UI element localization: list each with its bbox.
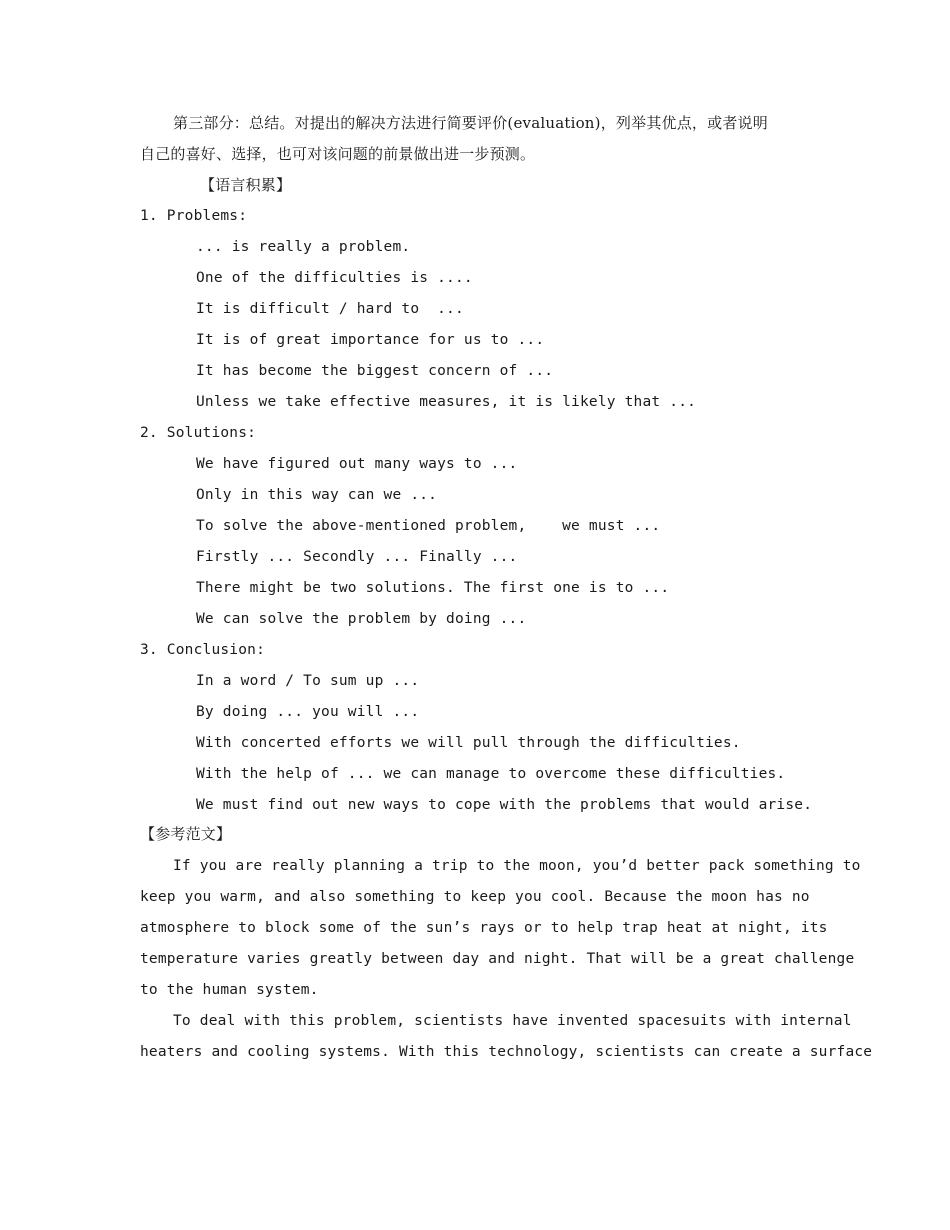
sample-line: temperature varies greatly between day and night. That will be a great challenge (140, 951, 855, 967)
section-title-conclusion: 3. Conclusion: (140, 642, 266, 658)
sample-line: atmosphere to block some of the sun’s rays or to help trap heat at night, its (140, 920, 828, 936)
sample-line: heaters and cooling systems. With this technology, scientists can create a surface (140, 1044, 873, 1060)
list-item: There might be two solutions. The first one is to ... (196, 580, 670, 596)
sample-line: To deal with this problem, scientists have invented spacesuits with internal (173, 1013, 852, 1029)
section-title-problems: 1. Problems: (140, 208, 248, 224)
list-item: Unless we take effective measures, it is likely that ... (196, 394, 697, 410)
list-item: We can solve the problem by doing ... (196, 611, 527, 627)
list-item: We have figured out many ways to ... (196, 456, 518, 472)
list-item: It has become the biggest concern of ... (196, 363, 554, 379)
list-item: One of the difficulties is .... (196, 270, 473, 286)
sample-heading: 【参考范文】 (140, 825, 232, 843)
list-item: It is difficult / hard to ... (196, 301, 464, 317)
list-item: With the help of ... we can manage to overcome these difficulties. (196, 766, 786, 782)
list-item: We must find out new ways to cope with the problems that would arise. (196, 797, 813, 813)
list-item: By doing ... you will ... (196, 704, 420, 720)
language-heading: 【语言积累】 (200, 176, 292, 194)
sample-line: keep you warm, and also something to keep you cool. Because the moon has no (140, 889, 810, 905)
intro-line-1: 第三部分：总结。对提出的解决方法进行简要评价(evaluation)，列举其优点，或者说明 (173, 114, 768, 132)
list-item: To solve the above-mentioned problem, we must ... (196, 518, 661, 534)
intro-line-2: 自己的喜好、选择，也可对该问题的前景做出进一步预测。 (140, 145, 536, 163)
list-item: Firstly ... Secondly ... Finally ... (196, 549, 518, 565)
sample-line: to the human system. (140, 982, 319, 998)
list-item: In a word / To sum up ... (196, 673, 420, 689)
list-item: Only in this way can we ... (196, 487, 438, 503)
list-item: ... is really a problem. (196, 239, 411, 255)
list-item: It is of great importance for us to ... (196, 332, 545, 348)
section-title-solutions: 2. Solutions: (140, 425, 257, 441)
sample-line: If you are really planning a trip to the moon, you’d better pack something to (173, 858, 861, 874)
list-item: With concerted efforts we will pull through the difficulties. (196, 735, 741, 751)
